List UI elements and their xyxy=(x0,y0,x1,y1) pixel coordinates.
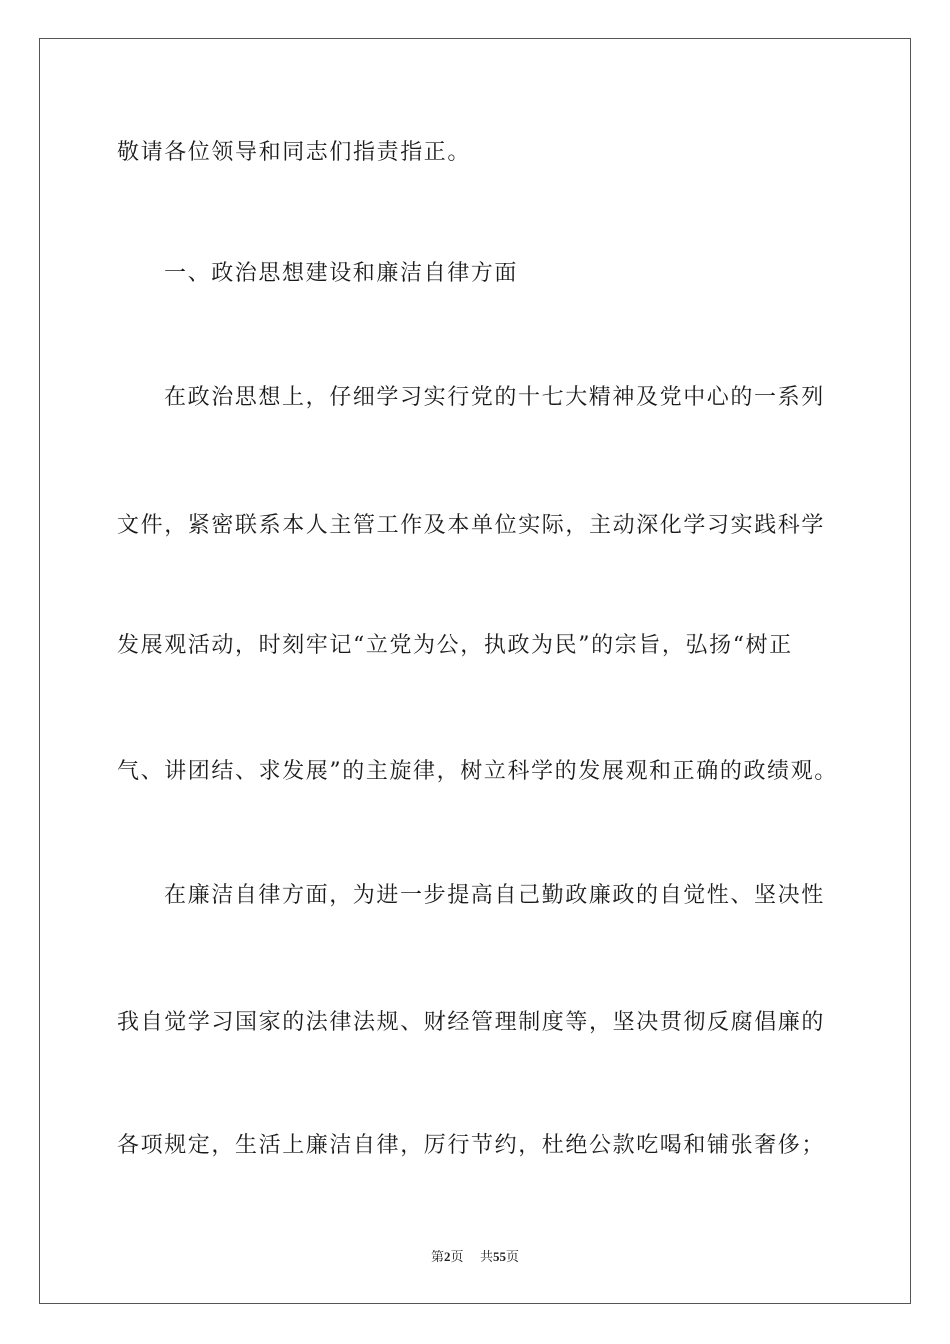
text-line: 敬请各位领导和同志们指责指正。 xyxy=(117,140,472,165)
text-line: 我自觉学习国家的法律法规、财经管理制度等，坚决贯彻反腐倡廉的 xyxy=(117,1010,826,1035)
text-line: 气、讲团结、求发展”的主旋律，树立科学的发展观和正确的政绩观。 xyxy=(117,759,838,784)
total-pages: 55 xyxy=(493,1249,507,1264)
total-prefix: 共 xyxy=(480,1250,494,1265)
text-line: 各项规定，生活上廉洁自律，厉行节约，杜绝公款吃喝和铺张奢侈； xyxy=(117,1133,826,1158)
page-border xyxy=(39,38,911,1304)
page-number: 2 xyxy=(443,1249,451,1264)
text-line: 文件，紧密联系本人主管工作及本单位实际，主动深化学习实践科学 xyxy=(117,513,826,538)
section-heading: 一、政治思想建设和廉洁自律方面 xyxy=(164,261,519,286)
text-line: 在廉洁自律方面，为进一步提高自己勤政廉政的自觉性、坚决性 xyxy=(164,883,825,908)
page-footer xyxy=(0,1248,950,1267)
total-suffix: 页 xyxy=(506,1250,520,1265)
text-line: 发展观活动，时刻牢记“立党为公，执政为民”的宗旨，弘扬“树正 xyxy=(117,633,793,658)
page-prefix: 第 xyxy=(430,1250,444,1265)
page-suffix: 页 xyxy=(450,1250,464,1265)
text-line: 在政治思想上，仔细学习实行党的十七大精神及党中心的一系列 xyxy=(164,385,825,410)
